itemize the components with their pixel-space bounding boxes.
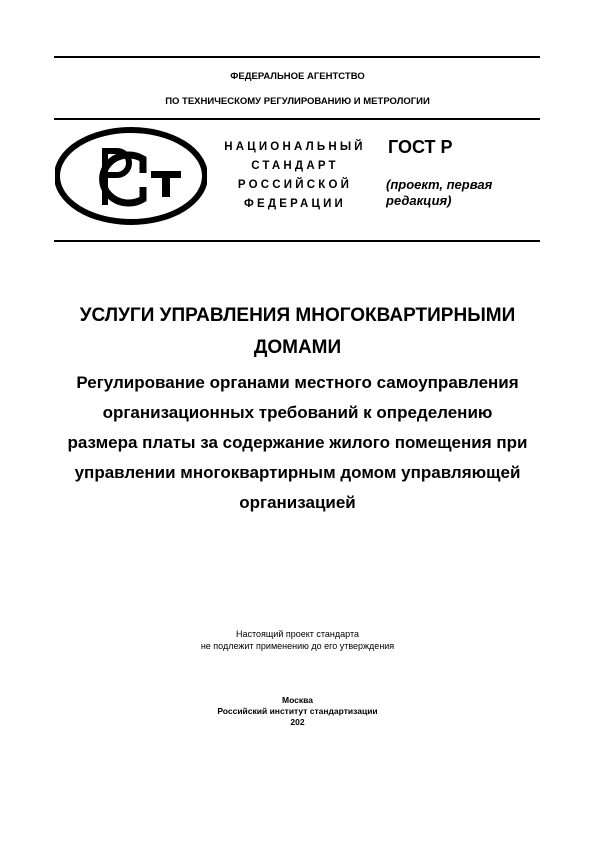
document-subtitle-line-2: организационных требований к определению <box>102 403 493 422</box>
draft-status-line-2: редакция) <box>386 193 452 208</box>
standard-code: ГОСТ Р <box>388 137 453 157</box>
draft-notice-line-1: Настоящий проект стандарта <box>235 629 359 639</box>
header-rule <box>54 118 540 120</box>
standard-type-line-2: СТАНДАРТ <box>251 160 339 172</box>
logo-rule <box>54 240 540 242</box>
imprint <box>0 695 595 728</box>
document-subtitle-line-1: Регулирование органами местного самоуправления <box>76 373 519 392</box>
document-title <box>30 300 565 364</box>
standard-type-line-4: ФЕДЕРАЦИИ <box>243 198 347 210</box>
imprint-city: Москва <box>282 695 313 705</box>
imprint-year: 202 <box>290 717 305 727</box>
document-title-line-2: ДОМАМИ <box>253 337 342 358</box>
imprint-publisher: Российский институт стандартизации <box>217 706 378 716</box>
agency-header <box>0 71 595 83</box>
document-subtitle-line-4: управлении многоквартирным домом управляющей <box>74 463 521 482</box>
draft-status-line-1: (проект, первая <box>386 177 493 192</box>
standard-type-line-3: РОССИЙСКОЙ <box>237 179 353 191</box>
document-subtitle-line-5: организацией <box>239 493 356 512</box>
document-subtitle <box>30 368 565 518</box>
agency-header-2 <box>0 96 595 108</box>
standard-type-block <box>215 138 375 214</box>
agency-line-2: ПО ТЕХНИЧЕСКОМУ РЕГУЛИРОВАНИЮ И МЕТРОЛОГИИ <box>165 96 430 107</box>
agency-line-1: ФЕДЕРАЛЬНОЕ АГЕНТСТВО <box>230 71 365 82</box>
document-title-line-1: УСЛУГИ УПРАВЛЕНИЯ МНОГОКВАРТИРНЫМИ <box>79 305 516 326</box>
document-subtitle-line-3: размера платы за содержание жилого помещения при <box>67 433 528 452</box>
draft-notice-line-2: не подлежит применению до его утверждения <box>200 641 395 651</box>
rst-logo-icon <box>55 127 207 225</box>
top-rule <box>54 56 540 58</box>
draft-notice <box>0 628 595 652</box>
draft-status <box>386 177 496 209</box>
standard-type-line-1: НАЦИОНАЛЬНЫЙ <box>224 141 366 153</box>
